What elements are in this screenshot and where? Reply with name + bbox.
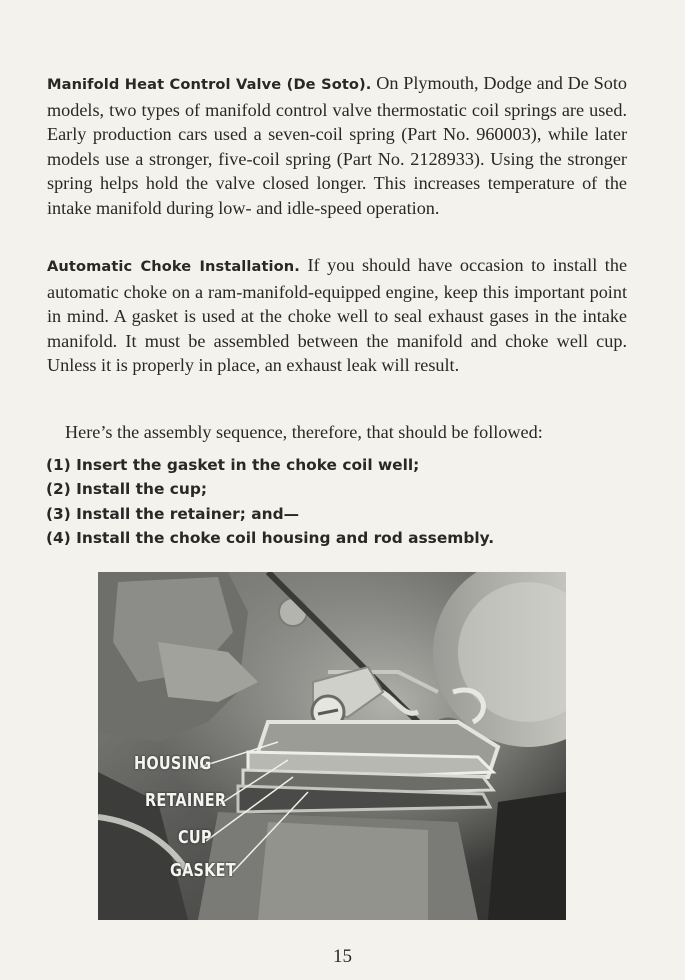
choke-body: If you should have occasion to install the automatic choke on a ram-manifold-equipped engine, keep this important point in mind. A gasket is used at the choke well to seal exhaust gases in the intake manifold. It must be assembled between the manifold and choke well cup. Unless it is properly in place, an exhaust leak will result. <box>47 255 628 376</box>
assembly-step: (4) Install the choke coil housing and rod assembly. <box>46 529 495 548</box>
assembly-intro: Here’s the assembly sequence, therefore, that should be followed: <box>65 422 543 442</box>
photo-illustration <box>98 572 566 920</box>
assembly-steps-list <box>46 453 646 551</box>
manifold-heat-control-paragraph <box>47 71 627 221</box>
automatic-choke-paragraph <box>47 253 627 378</box>
assembly-step: (2) Install the cup; <box>46 480 207 499</box>
manifold-body: On Plymouth, Dodge and De Soto models, two types of manifold control valve thermostatic coil springs are used. Early production cars used a seven-coil spring (Part No. 960003), while later models use a stronger, five-coil spring (Part No. 2128933). Using the stronger spring helps hold the valve closed longer. This increases temperature of the intake manifold during low- and idle-speed operation. <box>47 73 627 218</box>
manifold-heading: Manifold Heat Control Valve (De Soto). <box>47 76 372 93</box>
cup-label: CUP <box>178 828 212 848</box>
choke-assembly-photo <box>98 572 566 920</box>
assembly-step: (3) Install the retainer; and— <box>46 504 300 523</box>
assembly-step: (1) Insert the gasket in the choke coil well; <box>46 456 420 474</box>
housing-label: HOUSING <box>134 754 212 774</box>
page-number: 15 <box>333 946 352 967</box>
gasket-label: GASKET <box>170 861 236 881</box>
choke-heading: Automatic Choke Installation. <box>47 258 300 275</box>
retainer-label: RETAINER <box>145 791 227 811</box>
